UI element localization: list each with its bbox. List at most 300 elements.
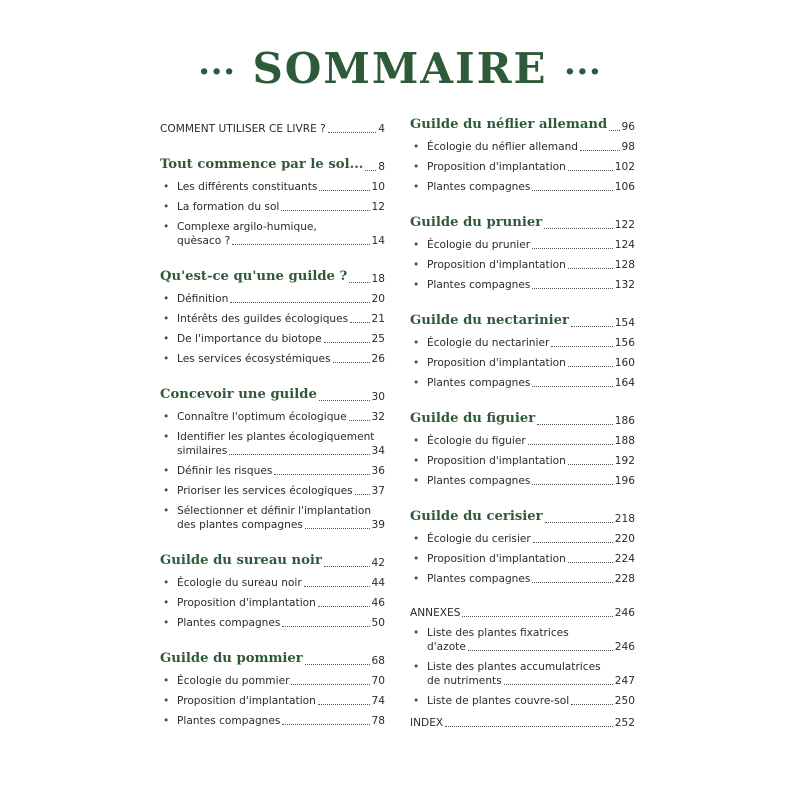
- dot-leader: [532, 386, 612, 387]
- subentry-page: 70: [371, 675, 385, 687]
- chapter-title: Qu'est-ce qu'une guilde ?: [160, 269, 348, 284]
- subentry-body: [427, 160, 635, 174]
- subentry-body: [177, 410, 385, 424]
- dot-leader: [229, 454, 369, 455]
- dot-leader: [544, 228, 613, 229]
- subentry-title: Proposition d'implantation: [177, 695, 316, 707]
- subentry-page: 21: [371, 313, 385, 325]
- toc-subentry[interactable]: [410, 572, 635, 586]
- subentry-line: [427, 336, 635, 350]
- subentry-body: [427, 694, 635, 708]
- dot-leader: [568, 464, 613, 465]
- chapter-page: 122: [614, 219, 635, 231]
- dot-leader: [537, 424, 613, 425]
- subentry-body: [427, 376, 635, 390]
- subentry-body: [427, 238, 635, 252]
- chapter-group: [160, 650, 385, 728]
- subentry-page: 246: [614, 641, 635, 653]
- dot-leader: [304, 586, 370, 587]
- bullet-icon: •: [413, 455, 420, 467]
- subentry-page: 46: [371, 597, 385, 609]
- dot-leader: [571, 326, 613, 327]
- dot-leader: [305, 528, 370, 529]
- subentry-line: [427, 278, 635, 292]
- toc-subentry[interactable]: [160, 332, 385, 346]
- subentry-text-line: Complexe argilo-humique,: [177, 221, 317, 233]
- chapter-page: 30: [371, 391, 385, 403]
- dot-leader: [319, 190, 369, 191]
- subentry-title: Plantes compagnes: [177, 715, 281, 727]
- subentry-line: [177, 576, 385, 590]
- toc-chapter-entry[interactable]: [160, 552, 385, 570]
- subentry-page: 25: [371, 333, 385, 345]
- subentry-body: [427, 336, 635, 350]
- subentry-page: 160: [614, 357, 635, 369]
- subentry-line: [177, 484, 385, 498]
- subentry-body: [427, 434, 635, 448]
- subentry-page: 220: [614, 533, 635, 545]
- dot-leader: [281, 210, 369, 211]
- dot-leader: [324, 566, 370, 567]
- toc-subentry[interactable]: [410, 532, 635, 546]
- toc-entry-intro[interactable]: [160, 122, 385, 136]
- toc-subentry[interactable]: [410, 474, 635, 488]
- bullet-icon: •: [413, 533, 420, 545]
- bullet-icon: •: [163, 411, 170, 423]
- dot-leader: [350, 322, 369, 323]
- subentry-body: [427, 278, 635, 292]
- chapter-title: Guilde du nectarinier: [410, 313, 570, 328]
- bullet-icon: •: [413, 627, 420, 639]
- bullet-icon: •: [163, 221, 170, 233]
- subentry-body: [427, 660, 635, 688]
- subentry-page: 156: [614, 337, 635, 349]
- chapter-title: Guilde du sureau noir: [160, 553, 322, 568]
- chapter-group: [160, 552, 385, 630]
- bullet-icon: •: [163, 597, 170, 609]
- toc-subentry[interactable]: [410, 180, 635, 194]
- toc-subentry[interactable]: [410, 258, 635, 272]
- dot-leader: [318, 606, 370, 607]
- toc-subentry[interactable]: [410, 160, 635, 174]
- chapter-title: Guilde du prunier: [410, 215, 543, 230]
- subentry-line: [177, 596, 385, 610]
- subentry-body: [427, 258, 635, 272]
- subentry-body: [427, 180, 635, 194]
- subentry-body: [427, 454, 635, 468]
- subentry-body: [177, 332, 385, 346]
- dot-leader: [333, 362, 370, 363]
- toc-right-column: [410, 116, 635, 749]
- subentry-body: [177, 674, 385, 688]
- toc-chapter-entry[interactable]: [160, 268, 385, 286]
- chapter-page: 186: [614, 415, 635, 427]
- bullet-icon: •: [163, 431, 170, 443]
- bullet-icon: •: [163, 695, 170, 707]
- subentry-body: [177, 312, 385, 326]
- chapter-page: 18: [371, 273, 385, 285]
- page-title: [0, 44, 800, 93]
- chapter-title: Tout commence par le sol...: [160, 157, 364, 172]
- left-chapters: [160, 156, 385, 728]
- subentry-line: [427, 258, 635, 272]
- toc-left-column: [160, 116, 385, 734]
- toc-subentry[interactable]: [160, 504, 385, 532]
- subentry-title: de nutriments: [427, 675, 502, 687]
- subentry-title: Plantes compagnes: [177, 617, 281, 629]
- subentry-page: 74: [371, 695, 385, 707]
- toc-subentry[interactable]: [410, 626, 635, 654]
- dot-leader: [545, 522, 613, 523]
- subentry-body: [177, 616, 385, 630]
- subentry-line: [427, 694, 635, 708]
- subentry-line: [427, 454, 635, 468]
- toc-subentry[interactable]: [160, 576, 385, 590]
- subentry-title: Écologie du sureau noir: [177, 577, 302, 589]
- subentry-page: 196: [614, 475, 635, 487]
- subentry-page: 128: [614, 259, 635, 271]
- chapter-group: [160, 386, 385, 532]
- subentry-title: Écologie du nectarinier: [427, 337, 550, 349]
- chapter-page: 154: [614, 317, 635, 329]
- dot-leader: [282, 626, 369, 627]
- subentry-page: 78: [371, 715, 385, 727]
- subentry-line: [427, 474, 635, 488]
- toc-subentry[interactable]: [160, 616, 385, 630]
- subentry-page: 37: [371, 485, 385, 497]
- subentry-line: [427, 140, 635, 154]
- toc-subentry[interactable]: [410, 238, 635, 252]
- dot-leader: [568, 268, 613, 269]
- toc-subentry[interactable]: [410, 376, 635, 390]
- subentry-line: [177, 234, 385, 248]
- toc-subentry[interactable]: [410, 434, 635, 448]
- bullet-icon: •: [163, 181, 170, 193]
- subentry-line: [177, 694, 385, 708]
- subentry-title: Définition: [177, 293, 229, 305]
- subentry-title: Proposition d'implantation: [177, 597, 316, 609]
- subentry-text-line: Identifier les plantes écologiquement: [177, 431, 375, 443]
- chapter-page: 96: [621, 121, 635, 133]
- subentry-title: Écologie du cerisier: [427, 533, 531, 545]
- dot-leader: [532, 484, 612, 485]
- bullet-icon: •: [413, 181, 420, 193]
- subentry-line: [427, 674, 635, 688]
- bullet-icon: •: [413, 553, 420, 565]
- dot-leader: [291, 684, 369, 685]
- subentry-page: 10: [371, 181, 385, 193]
- dot-leader: [568, 170, 613, 171]
- subentry-body: [177, 714, 385, 728]
- bullet-icon: •: [163, 465, 170, 477]
- subentry-page: 124: [614, 239, 635, 251]
- bullet-icon: •: [163, 715, 170, 727]
- subentry-page: 20: [371, 293, 385, 305]
- subentry-line: [177, 518, 385, 532]
- subentry-title: Proposition d'implantation: [427, 259, 566, 271]
- toc-subentry[interactable]: [410, 552, 635, 566]
- subentry-page: 224: [614, 553, 635, 565]
- subentry-title: Connaître l'optimum écologique: [177, 411, 347, 423]
- bullet-icon: •: [163, 313, 170, 325]
- dot-leader: [468, 650, 613, 651]
- subentry-line: [427, 532, 635, 546]
- dot-leader: [305, 664, 370, 665]
- subentry-body: [177, 576, 385, 590]
- toc-subentry[interactable]: [160, 674, 385, 688]
- bullet-icon: •: [163, 505, 170, 517]
- subentry-page: 44: [371, 577, 385, 589]
- bullet-icon: •: [413, 573, 420, 585]
- subentry-title: Les services écosystémiques: [177, 353, 331, 365]
- toc-subentry[interactable]: [410, 140, 635, 154]
- entry-title: COMMENT UTILISER CE LIVRE ?: [160, 123, 326, 135]
- toc-subentry[interactable]: [160, 352, 385, 366]
- subentry-line: [177, 180, 385, 194]
- subentry-title: Écologie du figuier: [427, 435, 526, 447]
- subentry-page: 164: [614, 377, 635, 389]
- dot-leader: [318, 704, 370, 705]
- subentry-body: [177, 352, 385, 366]
- toc-subentry[interactable]: [410, 660, 635, 688]
- subentry-title: d'azote: [427, 641, 466, 653]
- subentry-text-line: Liste des plantes fixatrices: [427, 627, 569, 639]
- chapter-title: Guilde du figuier: [410, 411, 536, 426]
- subentry-line: [177, 410, 385, 424]
- subentry-line: [427, 160, 635, 174]
- subentry-title: Proposition d'implantation: [427, 357, 566, 369]
- title-text: SOMMAIRE: [252, 44, 548, 93]
- entry-page: 4: [378, 123, 385, 135]
- bullet-icon: •: [413, 161, 420, 173]
- dot-leader: [232, 244, 369, 245]
- subentry-body: [427, 474, 635, 488]
- subentry-line: [177, 464, 385, 478]
- subentry-page: 32: [371, 411, 385, 423]
- subentry-title: Proposition d'implantation: [427, 553, 566, 565]
- chapter-title: Guilde du néflier allemand: [410, 117, 608, 132]
- dot-leader: [532, 288, 612, 289]
- subentry-line: [427, 238, 635, 252]
- dot-leader: [274, 474, 369, 475]
- toc-chapter-entry[interactable]: [410, 410, 635, 428]
- chapter-title: Concevoir une guilde: [160, 387, 317, 402]
- toc-subentry[interactable]: [160, 596, 385, 610]
- toc-subentry[interactable]: [160, 694, 385, 708]
- subentry-line: [177, 200, 385, 214]
- chapter-page: 68: [371, 655, 385, 667]
- bullet-icon: •: [413, 239, 420, 251]
- bullet-icon: •: [413, 259, 420, 271]
- toc-subentry[interactable]: [160, 464, 385, 478]
- subentry-title: Plantes compagnes: [427, 377, 531, 389]
- subentry-line: [427, 356, 635, 370]
- chapter-title: Guilde du cerisier: [410, 509, 543, 524]
- toc-chapter-entry[interactable]: [410, 116, 635, 134]
- subentry-line: [427, 552, 635, 566]
- chapter-page: 218: [614, 513, 635, 525]
- subentry-page: 34: [371, 445, 385, 457]
- subentry-body: [177, 596, 385, 610]
- bullet-icon: •: [163, 485, 170, 497]
- toc-chapter-entry[interactable]: [410, 312, 635, 330]
- toc-chapter-entry[interactable]: [410, 508, 635, 526]
- bullet-icon: •: [413, 435, 420, 447]
- subentry-title: Prioriser les services écologiques: [177, 485, 353, 497]
- subentry-title: Les différents constituants: [177, 181, 318, 193]
- toc-subentry[interactable]: [160, 714, 385, 728]
- bullet-icon: •: [413, 377, 420, 389]
- dot-leader: [580, 150, 619, 151]
- subentry-page: 98: [621, 141, 635, 153]
- subentry-body: [427, 572, 635, 586]
- chapter-page: 42: [371, 557, 385, 569]
- subentry-page: 102: [614, 161, 635, 173]
- subentry-title: Intérêts des guildes écologiques: [177, 313, 349, 325]
- subentry-body: [177, 464, 385, 478]
- dot-leader: [349, 420, 370, 421]
- toc-subentry[interactable]: [410, 336, 635, 350]
- subentry-title: La formation du sol: [177, 201, 280, 213]
- toc-chapter-entry[interactable]: [410, 214, 635, 232]
- toc-subentry[interactable]: [160, 200, 385, 214]
- subentry-line: [427, 180, 635, 194]
- bullet-icon: •: [413, 695, 420, 707]
- subentry-body: [177, 694, 385, 708]
- toc-subentry[interactable]: [410, 356, 635, 370]
- subentry-line: [427, 572, 635, 586]
- dot-leader: [462, 616, 612, 617]
- toc-subentry[interactable]: [160, 430, 385, 458]
- subentry-page: 36: [371, 465, 385, 477]
- bullet-icon: •: [163, 293, 170, 305]
- subentry-title: Plantes compagnes: [427, 279, 531, 291]
- subentry-body: [177, 484, 385, 498]
- bullet-icon: •: [163, 353, 170, 365]
- dot-leader: [551, 346, 612, 347]
- dot-leader: [328, 132, 376, 133]
- subentry-line: [177, 352, 385, 366]
- bullet-icon: •: [413, 141, 420, 153]
- entry-page: 252: [614, 717, 635, 729]
- subentry-text-line: Liste des plantes accumulatrices: [427, 661, 601, 673]
- toc-subentry[interactable]: [160, 220, 385, 248]
- dot-leader: [532, 190, 612, 191]
- bullet-icon: •: [163, 675, 170, 687]
- dot-leader: [532, 248, 613, 249]
- toc-subentry[interactable]: [160, 292, 385, 306]
- subentry-title: Proposition d'implantation: [427, 161, 566, 173]
- dot-leader: [319, 400, 370, 401]
- entry-title: ANNEXES: [410, 607, 461, 619]
- bullet-icon: •: [163, 617, 170, 629]
- dot-leader: [609, 130, 619, 131]
- toc-chapter-entry[interactable]: [160, 156, 385, 174]
- entry-title: INDEX: [410, 717, 444, 729]
- dot-leader: [324, 342, 370, 343]
- subentry-title: Liste de plantes couvre-sol: [427, 695, 570, 707]
- chapter-group: [410, 508, 635, 586]
- dot-leader: [504, 684, 613, 685]
- dot-leader: [349, 282, 369, 283]
- subentry-body: [177, 292, 385, 306]
- chapter-group: [410, 410, 635, 488]
- subentry-page: 12: [371, 201, 385, 213]
- subentry-page: 250: [614, 695, 635, 707]
- bullet-icon: •: [163, 333, 170, 345]
- title-ornament-left: •••: [198, 61, 236, 83]
- subentry-line: [177, 444, 385, 458]
- subentry-line: [427, 640, 635, 654]
- subentry-title: Proposition d'implantation: [427, 455, 566, 467]
- bullet-icon: •: [163, 577, 170, 589]
- dot-leader: [445, 726, 613, 727]
- subentry-title: des plantes compagnes: [177, 519, 303, 531]
- subentry-title: Écologie du prunier: [427, 239, 531, 251]
- toc-subentry[interactable]: [160, 410, 385, 424]
- subentry-page: 247: [614, 675, 635, 687]
- dot-leader: [571, 704, 613, 705]
- chapter-group: [410, 214, 635, 292]
- bullet-icon: •: [163, 201, 170, 213]
- dot-leader: [533, 542, 613, 543]
- title-ornament-right: •••: [564, 61, 602, 83]
- chapter-group: [160, 268, 385, 366]
- toc-subentry[interactable]: [410, 278, 635, 292]
- subentry-line: [177, 292, 385, 306]
- toc-chapter-entry[interactable]: [160, 386, 385, 404]
- subentry-page: 132: [614, 279, 635, 291]
- chapter-title: Guilde du pommier: [160, 651, 303, 666]
- subentry-title: Définir les risques: [177, 465, 273, 477]
- subentry-title: Plantes compagnes: [427, 475, 531, 487]
- toc-entry-index[interactable]: [410, 716, 635, 730]
- subentry-page: 188: [614, 435, 635, 447]
- subentry-line: [177, 714, 385, 728]
- subentry-line: [177, 332, 385, 346]
- dot-leader: [355, 494, 370, 495]
- dot-leader: [568, 366, 613, 367]
- toc-subentry[interactable]: [160, 484, 385, 498]
- bullet-icon: •: [413, 337, 420, 349]
- subentry-title: Plantes compagnes: [427, 573, 531, 585]
- subentry-title: Écologie du néflier allemand: [427, 141, 579, 153]
- subentry-body: [177, 220, 385, 248]
- dot-leader: [568, 562, 613, 563]
- toc-subentry[interactable]: [410, 454, 635, 468]
- subentry-line: [177, 312, 385, 326]
- subentry-page: 14: [371, 235, 385, 247]
- subentry-body: [427, 532, 635, 546]
- bullet-icon: •: [413, 279, 420, 291]
- subentry-body: [177, 504, 385, 532]
- toc-entry-annexes[interactable]: [410, 606, 635, 620]
- bullet-icon: •: [413, 661, 420, 673]
- subentry-title: quèsaco ?: [177, 235, 231, 247]
- bullet-icon: •: [413, 475, 420, 487]
- dot-leader: [528, 444, 613, 445]
- toc-subentry[interactable]: [410, 694, 635, 708]
- right-chapters: [410, 116, 635, 586]
- toc-subentry[interactable]: [160, 312, 385, 326]
- chapter-group: [410, 312, 635, 390]
- subentry-page: 39: [371, 519, 385, 531]
- subentry-page: 228: [614, 573, 635, 585]
- toc-subentry[interactable]: [160, 180, 385, 194]
- dot-leader: [230, 302, 369, 303]
- toc-chapter-entry[interactable]: [160, 650, 385, 668]
- subentry-body: [427, 626, 635, 654]
